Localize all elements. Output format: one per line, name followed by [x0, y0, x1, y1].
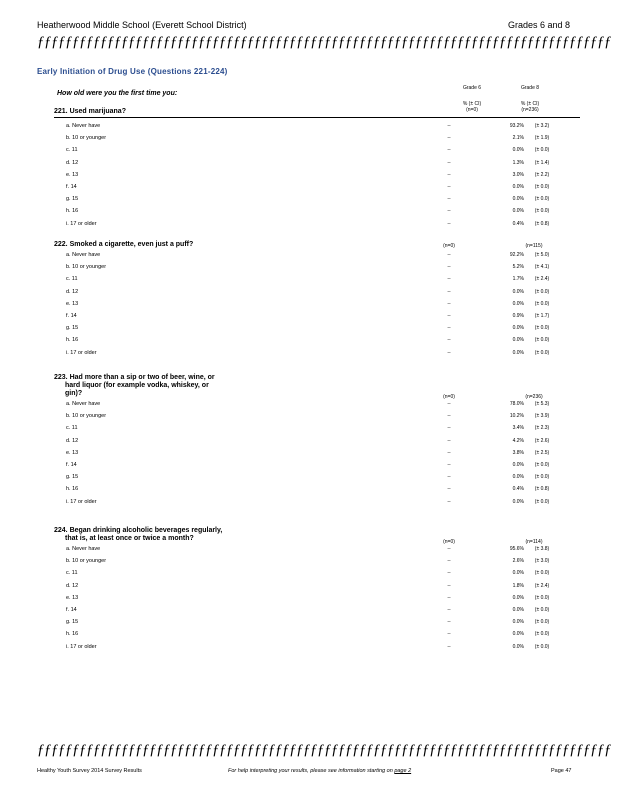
n-grade6: (n=0) — [443, 243, 455, 249]
response-row — [54, 144, 580, 156]
grade8-percent: 0.0% — [512, 147, 524, 154]
question-223 — [54, 374, 580, 508]
question-222 — [54, 241, 580, 359]
response-row — [54, 181, 580, 193]
grade8-percent: 0.0% — [512, 498, 524, 505]
grade8-percent: 3.4% — [512, 425, 524, 432]
grade6-value: -- — [447, 570, 451, 577]
grade8-ci: (± 3.8) — [534, 546, 550, 552]
n-grade6: (n=0) — [443, 394, 455, 400]
response-row — [54, 322, 580, 334]
grade8-ci: (± 0.8) — [534, 486, 550, 493]
response-row — [54, 298, 580, 310]
response-row — [54, 205, 580, 217]
grade8-ci: (± 0.0) — [534, 594, 550, 601]
grade6-value: -- — [447, 300, 451, 307]
grade6-value: -- — [447, 276, 451, 283]
grade8-ci: (± 0.0) — [534, 147, 550, 154]
response-row — [54, 310, 580, 322]
grade8-percent: 0.0% — [512, 196, 524, 203]
question-224 — [54, 527, 580, 653]
grade6-value: -- — [447, 461, 451, 468]
n-grade8: (n=236) — [525, 394, 543, 400]
grade8-ci: (± 2.4) — [534, 582, 550, 589]
grade6-value: -- — [447, 183, 451, 190]
col-header-grade8: Grade 8 — [520, 85, 540, 91]
col-n-grade6: (n=0) — [466, 107, 478, 113]
response-label: d. 12 — [66, 582, 79, 589]
question-title: 222. Smoked a cigarette, even just a puff? — [54, 241, 194, 248]
grade8-ci: (± 0.0) — [534, 643, 550, 650]
grade6-value: -- — [447, 582, 451, 589]
grade8-percent: 10.2% — [509, 413, 524, 420]
response-label: i. 17 or older — [66, 498, 97, 505]
question-prompt: How old were you the first time you: — [57, 90, 178, 97]
grade8-ci: (± 0.0) — [534, 325, 550, 332]
grade6-value: -- — [447, 498, 451, 505]
grade6-value: -- — [447, 147, 451, 154]
grade8-ci: (± 0.0) — [534, 570, 550, 577]
n-grade8: (n=114) — [525, 539, 543, 545]
grade8-ci: (± 0.0) — [534, 619, 550, 626]
response-label: f. 14 — [66, 312, 77, 319]
grade6-value: -- — [447, 196, 451, 203]
grade6-value: -- — [447, 643, 451, 650]
grade6-value: -- — [447, 425, 451, 432]
response-row — [54, 169, 580, 181]
grade8-percent: 0.0% — [512, 570, 524, 577]
grade8-ci: (± 4.1) — [534, 264, 550, 271]
grade8-ci: (± 0.0) — [534, 208, 550, 215]
grade8-percent: 0.0% — [512, 208, 524, 215]
grade8-ci: (± 3.0) — [534, 558, 550, 565]
response-label: d. 12 — [66, 437, 79, 444]
question-title-line2: hard liquor (for example vodka, whiskey, or — [65, 382, 209, 389]
grade6-value: -- — [447, 474, 451, 481]
response-row — [54, 580, 580, 592]
grade8-percent: 0.4% — [512, 220, 524, 227]
response-label: g. 15 — [66, 196, 79, 203]
grade8-ci: (± 0.0) — [534, 337, 550, 344]
response-row — [54, 261, 580, 273]
response-label: e. 13 — [66, 449, 79, 456]
grade8-ci: (± 2.4) — [534, 276, 550, 283]
grade6-value: -- — [447, 546, 451, 552]
grade8-ci: (± 0.0) — [534, 474, 550, 481]
response-row — [54, 471, 580, 483]
response-label: b. 10 or younger — [66, 558, 107, 565]
question-221 — [54, 108, 580, 230]
response-label: g. 15 — [66, 474, 79, 481]
n-grade6: (n=0) — [443, 539, 455, 545]
grade8-percent: 0.0% — [512, 300, 524, 307]
grade8-percent: 95.6% — [509, 546, 524, 552]
response-row — [54, 592, 580, 604]
grade6-value: -- — [447, 325, 451, 332]
grade6-value: -- — [447, 288, 451, 295]
n-grade8: (n=115) — [525, 243, 543, 249]
response-label: i. 17 or older — [66, 349, 97, 356]
response-row — [54, 286, 580, 298]
school-header: Heatherwood Middle School (Everett School District) — [37, 20, 247, 30]
response-label: d. 12 — [66, 159, 79, 166]
grade8-percent: 0.0% — [512, 619, 524, 626]
response-label: a. Never have — [66, 546, 101, 552]
footer-page-number: Page 47 — [551, 768, 572, 774]
response-row — [54, 120, 580, 132]
response-label: e. 13 — [66, 594, 79, 601]
grade6-value: -- — [447, 220, 451, 227]
grade8-percent: 1.7% — [512, 276, 524, 283]
response-row — [54, 157, 580, 169]
grade8-ci: (± 2.5) — [534, 449, 550, 456]
grade8-percent: 1.3% — [512, 159, 524, 166]
grade8-percent: 2.1% — [512, 135, 524, 142]
footer-help-text — [228, 768, 411, 774]
response-label: c. 11 — [66, 425, 78, 432]
response-label: h. 16 — [66, 208, 79, 215]
response-label: g. 15 — [66, 325, 79, 332]
grade6-value: -- — [447, 312, 451, 319]
grade8-ci: (± 3.9) — [534, 413, 550, 420]
grade8-percent: 0.0% — [512, 594, 524, 601]
grade6-value: -- — [447, 135, 451, 142]
grade6-value: -- — [447, 437, 451, 444]
response-label: c. 11 — [66, 147, 78, 154]
col-stat-grade6: % (± CI) — [462, 101, 482, 107]
grade8-percent: 93.2% — [509, 123, 524, 129]
grade6-value: -- — [447, 486, 451, 493]
grade8-percent: 92.2% — [509, 252, 524, 258]
grade6-value: -- — [447, 401, 451, 407]
response-row — [54, 249, 580, 261]
response-label: b. 10 or younger — [66, 135, 107, 142]
response-label: a. Never have — [66, 123, 101, 129]
response-row — [54, 334, 580, 346]
grade8-percent: 0.0% — [512, 631, 524, 638]
grade8-ci: (± 0.0) — [534, 631, 550, 638]
response-label: f. 14 — [66, 606, 77, 613]
section-title: Early Initiation of Drug Use (Questions 221-224) — [37, 67, 228, 76]
response-row — [54, 459, 580, 471]
grade6-value: -- — [447, 337, 451, 344]
grade8-ci: (± 0.0) — [534, 498, 550, 505]
grade8-ci: (± 0.0) — [534, 461, 550, 468]
grade8-percent: 2.6% — [512, 558, 524, 565]
grade8-percent: 0.0% — [512, 643, 524, 650]
footer-survey-name: Healthy Youth Survey 2014 Survey Results — [37, 768, 142, 774]
response-row — [54, 483, 580, 495]
bottom-decorative-rule: ƒƒƒƒƒƒƒƒƒƒƒƒƒƒƒƒƒƒƒƒƒƒƒƒƒƒƒƒƒƒƒƒƒƒƒƒƒƒƒƒƒƒƒƒƒƒƒƒƒƒƒƒƒƒƒƒƒƒƒƒƒƒƒƒƒƒƒƒƒƒƒƒƒƒƒƒƒƒƒƒƒƒ — [37, 742, 611, 758]
grade8-ci: (± 0.0) — [534, 349, 550, 356]
question-title-line3: gin)? — [65, 390, 83, 397]
response-label: g. 15 — [66, 619, 79, 626]
response-row — [54, 347, 580, 359]
grade8-percent: 78.0% — [509, 401, 524, 407]
grade8-percent: 3.0% — [512, 171, 524, 178]
response-row — [54, 398, 580, 410]
grade6-value: -- — [447, 208, 451, 215]
question-title: 224. Began drinking alcoholic beverages regularly, — [54, 527, 223, 534]
grade8-percent: 0.0% — [512, 288, 524, 295]
grade6-value: -- — [447, 349, 451, 356]
grade6-value: -- — [447, 159, 451, 166]
response-label: f. 14 — [66, 461, 77, 468]
response-label: i. 17 or older — [66, 643, 97, 650]
grade8-percent: 0.4% — [512, 486, 524, 493]
grade6-value: -- — [447, 264, 451, 271]
grade8-ci: (± 0.0) — [534, 196, 550, 203]
response-row — [54, 616, 580, 628]
response-row — [54, 273, 580, 285]
question-title: 221. Used marijuana? — [54, 108, 126, 115]
grade8-percent: 0.0% — [512, 183, 524, 190]
grade8-ci: (± 5.3) — [534, 401, 550, 407]
response-row — [54, 435, 580, 447]
grade8-ci: (± 5.0) — [534, 252, 550, 258]
response-row — [54, 218, 580, 230]
grade6-value: -- — [447, 594, 451, 601]
grade6-value: -- — [447, 606, 451, 613]
response-row — [54, 193, 580, 205]
response-label: h. 16 — [66, 337, 79, 344]
grade8-ci: (± 2.2) — [534, 171, 550, 178]
grade8-percent: 0.0% — [512, 349, 524, 356]
response-row — [54, 555, 580, 567]
col-header-grade6: Grade 6 — [462, 85, 482, 91]
question-title-line2: that is, at least once or twice a month? — [65, 535, 194, 542]
grade6-value: -- — [447, 619, 451, 626]
response-label: h. 16 — [66, 486, 79, 493]
grade8-percent: 0.0% — [512, 337, 524, 344]
grade8-percent: 3.8% — [512, 449, 524, 456]
response-label: a. Never have — [66, 252, 101, 258]
footer-page-link[interactable]: page 2 — [394, 768, 412, 774]
response-label: c. 11 — [66, 276, 78, 283]
response-row — [54, 132, 580, 144]
grade6-value: -- — [447, 631, 451, 638]
grade8-percent: 1.8% — [512, 582, 524, 589]
grade6-value: -- — [447, 252, 451, 258]
top-decorative-rule: ƒƒƒƒƒƒƒƒƒƒƒƒƒƒƒƒƒƒƒƒƒƒƒƒƒƒƒƒƒƒƒƒƒƒƒƒƒƒƒƒƒƒƒƒƒƒƒƒƒƒƒƒƒƒƒƒƒƒƒƒƒƒƒƒƒƒƒƒƒƒƒƒƒƒƒƒƒƒƒƒƒƒ — [37, 34, 611, 50]
response-row — [54, 641, 580, 653]
grade8-ci: (± 0.0) — [534, 183, 550, 190]
response-row — [54, 496, 580, 508]
response-label: c. 11 — [66, 570, 78, 577]
grade6-value: -- — [447, 558, 451, 565]
response-label: b. 10 or younger — [66, 264, 107, 271]
response-row — [54, 447, 580, 459]
response-label: e. 13 — [66, 300, 79, 307]
grades-header: Grades 6 and 8 — [508, 20, 571, 30]
response-row — [54, 543, 580, 555]
grade8-percent: 0.0% — [512, 461, 524, 468]
question-title: 223. Had more than a sip or two of beer, wine, or — [54, 374, 215, 381]
response-row — [54, 410, 580, 422]
grade8-percent: 0.0% — [512, 606, 524, 613]
response-label: h. 16 — [66, 631, 79, 638]
grade8-percent: 4.2% — [512, 437, 524, 444]
col-stat-grade8: % (± CI) — [520, 101, 540, 107]
response-label: e. 13 — [66, 171, 79, 178]
grade8-ci: (± 3.2) — [534, 123, 550, 129]
response-label: i. 17 or older — [66, 220, 97, 227]
response-row — [54, 567, 580, 579]
grade8-ci: (± 0.0) — [534, 288, 550, 295]
grade8-ci: (± 2.6) — [534, 437, 550, 444]
grade8-ci: (± 2.3) — [534, 425, 550, 432]
response-label: d. 12 — [66, 288, 79, 295]
grade8-ci: (± 1.4) — [534, 159, 550, 166]
grade6-value: -- — [447, 413, 451, 420]
response-label: a. Never have — [66, 401, 101, 407]
grade8-percent: 0.0% — [512, 474, 524, 481]
grade6-value: -- — [447, 171, 451, 178]
grade8-ci: (± 1.7) — [534, 312, 550, 319]
grade8-percent: 0.0% — [512, 325, 524, 332]
grade6-value: -- — [447, 449, 451, 456]
footer-help-label: For help interpreting your results, please see information starting on — [228, 768, 393, 774]
response-row — [54, 628, 580, 640]
response-label: f. 14 — [66, 183, 77, 190]
grade8-percent: 5.2% — [512, 264, 524, 271]
grade6-value: -- — [447, 123, 451, 129]
response-row — [54, 422, 580, 434]
grade8-ci: (± 0.0) — [534, 300, 550, 307]
grade8-ci: (± 1.9) — [534, 135, 550, 142]
grade8-ci: (± 0.0) — [534, 606, 550, 613]
grade8-percent: 0.9% — [512, 312, 524, 319]
col-n-grade8: (n=236) — [521, 107, 539, 113]
response-row — [54, 604, 580, 616]
grade8-ci: (± 0.8) — [534, 220, 550, 227]
response-label: b. 10 or younger — [66, 413, 107, 420]
